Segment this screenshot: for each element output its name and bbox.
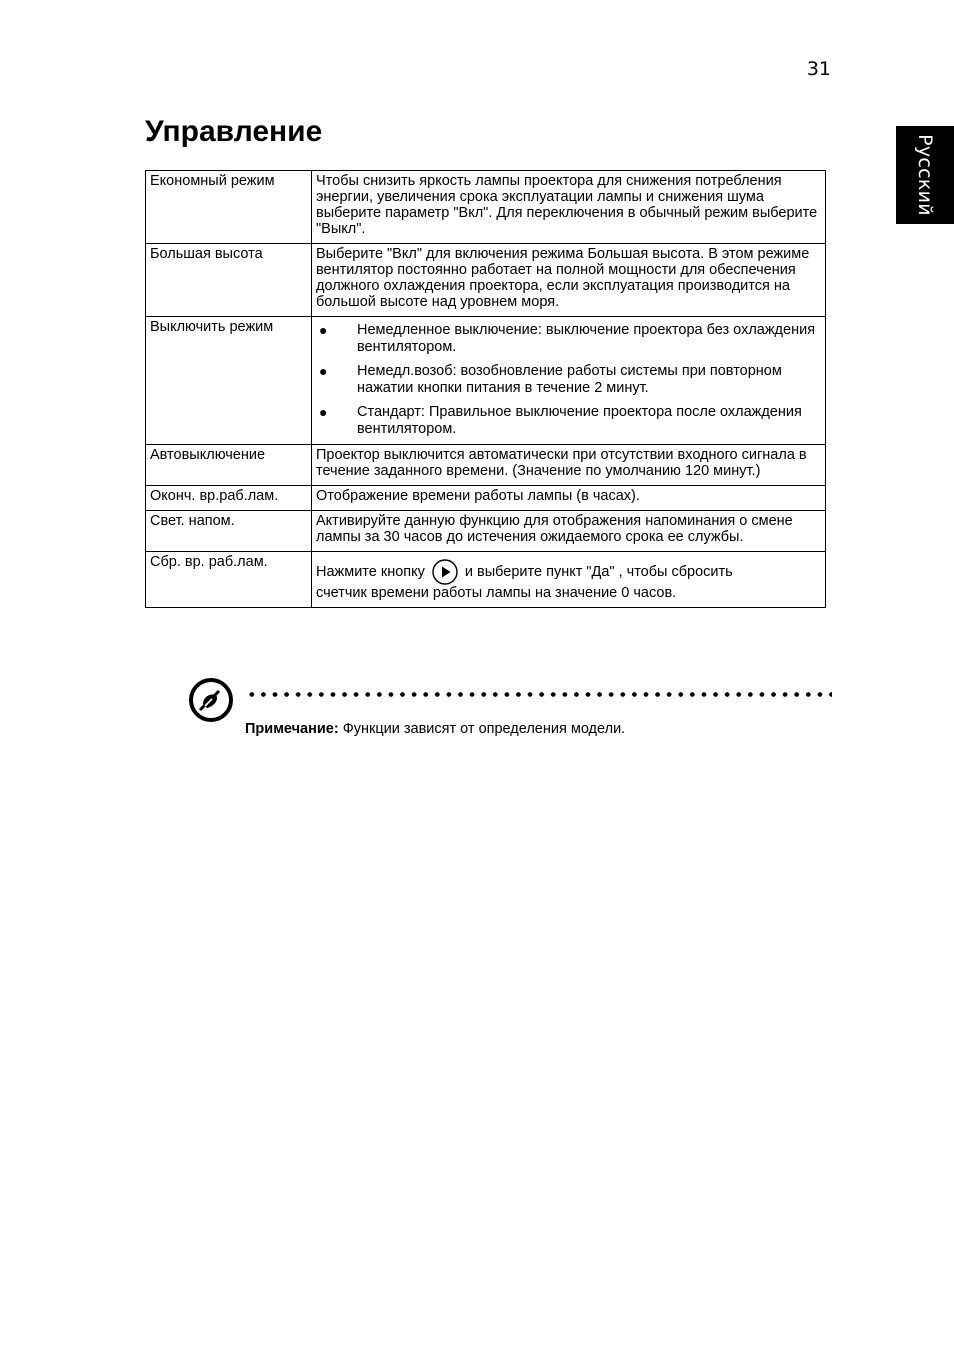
note-pen-icon [188,677,234,723]
note-text [245,721,625,737]
shutdown-mode-list [316,319,821,438]
reset-text-before: Нажмите кнопку [316,564,425,580]
table-row [146,511,826,552]
bullet-icon: ● [319,322,328,338]
setting-name: Свет. напом. [146,511,312,552]
setting-description: Отображение времени работы лампы (в часах). [312,486,826,511]
setting-description [312,317,826,445]
reset-text-after: и выберите пункт "Да" , чтобы сбросить [464,564,733,580]
table-row [146,171,826,244]
setting-description [312,552,826,608]
setting-name: Економный режим [146,171,312,244]
setting-name: Выключить режим [146,317,312,445]
setting-description: Чтобы снизить яркость лампы проектора для снижения потребления энергии, увеличения срока эксплуатации лампы и снижения шума выберите параметр "Вкл". Для переключения в обычный режим выберите "Выкл". [312,171,826,244]
list-item [316,363,821,397]
list-item [316,322,821,356]
table-row [146,445,826,486]
list-item-text: Немедленное выключение: выключение проектора без охлаждения вентилятором. [357,322,816,355]
list-item-text: Стандарт: Правильное выключение проектора после охлаждения вентилятором. [357,404,802,437]
language-tab-label: Русский [914,134,936,216]
table-row [146,317,826,445]
language-tab [896,126,954,224]
table-row [146,486,826,511]
table-row [146,552,826,608]
setting-description: Активируйте данную функцию для отображения напоминания о смене лампы за 30 часов до истечения ожидаемого срока ее службы. [312,511,826,552]
page-title: Управление [145,115,323,148]
reset-instruction-line [316,559,821,585]
setting-description: Проектор выключится автоматически при отсутствии входного сигнала в течение заданного времени. (Значение по умолчанию 120 минут.) [312,445,826,486]
setting-name: Оконч. вр.раб.лам. [146,486,312,511]
bullet-icon: ● [319,363,328,379]
setting-name: Большая высота [146,244,312,317]
setting-name: Автовыключение [146,445,312,486]
setting-description: Выберите "Вкл" для включения режима Большая высота. В этом режиме вентилятор постоянно работает на полной мощности для обеспечения должного охлаждения проектора, если эксплуатация производится на большой высоте над уровнем моря. [312,244,826,317]
bullet-icon: ● [319,404,328,420]
table-row [146,244,826,317]
reset-text-second-line: счетчик времени работы лампы на значение 0 часов. [316,585,677,601]
page-number: 31 [806,58,831,80]
note-body: Функции зависят от определения модели. [342,721,626,737]
list-item-text: Немедл.возоб: возобновление работы системы при повторном нажатии кнопки питания в течение 2 минут. [357,363,782,396]
setting-name: Сбр. вр. раб.лам. [146,552,312,608]
play-button-icon [432,559,458,585]
settings-table [145,170,826,608]
list-item [316,404,821,438]
note-divider [246,692,832,697]
note-label: Примечание: [245,721,339,737]
